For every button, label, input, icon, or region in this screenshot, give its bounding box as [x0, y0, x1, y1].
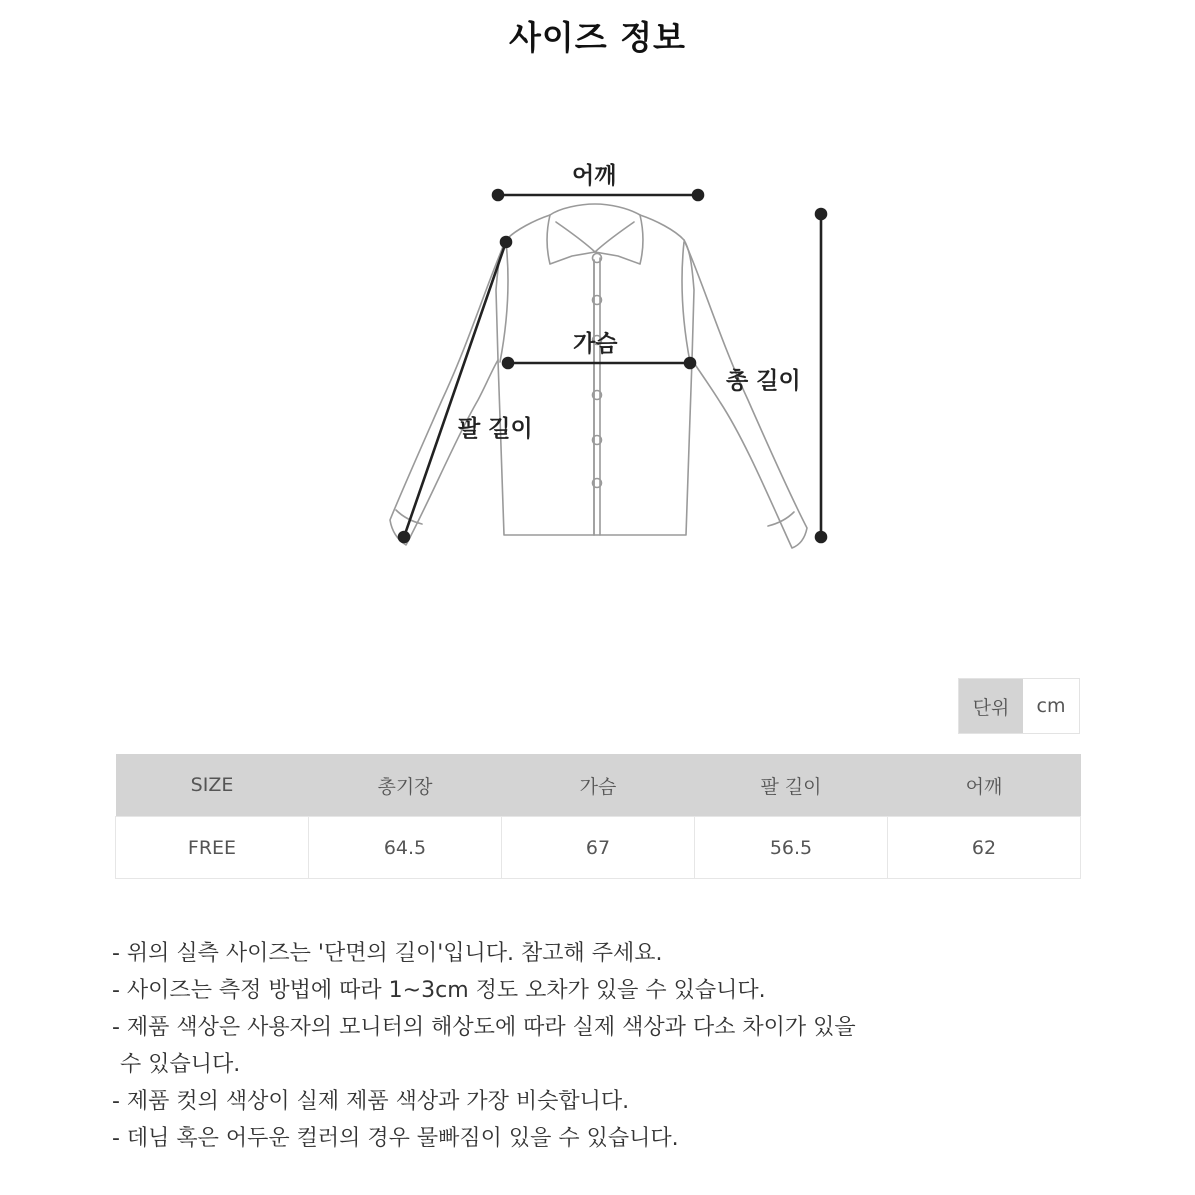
- cell-shoulder: 62: [888, 817, 1081, 879]
- shirt-size-diagram: [360, 140, 860, 580]
- note-item: - 사이즈는 측정 방법에 따라 1~3cm 정도 오차가 있을 수 있습니다.: [112, 978, 766, 1003]
- unit-indicator: [958, 678, 1080, 734]
- header-size: SIZE: [116, 754, 309, 817]
- cell-size: FREE: [116, 817, 309, 879]
- table-row: [116, 817, 1081, 879]
- size-notes: [112, 935, 1072, 1157]
- size-table: [115, 754, 1081, 879]
- header-shoulder: 어깨: [888, 754, 1081, 817]
- chest-label: 가슴: [573, 331, 618, 357]
- note-item: - 제품 색상은 사용자의 모니터의 해상도에 따라 실제 색상과 다소 차이가 있을: [112, 1015, 856, 1040]
- cell-total-length: 64.5: [309, 817, 502, 879]
- page-title: 사이즈 정보: [509, 18, 686, 57]
- shoulder-label: 어깨: [572, 163, 617, 189]
- unit-value: cm: [1023, 679, 1079, 733]
- cell-sleeve-length: 56.5: [695, 817, 888, 879]
- header-total-length: 총기장: [309, 754, 502, 817]
- shirt-illustration: [360, 140, 860, 580]
- cell-chest: 67: [502, 817, 695, 879]
- sleeve-length-label: 팔 길이: [458, 416, 533, 442]
- table-header-row: [116, 754, 1081, 817]
- total-length-label: 총 길이: [726, 368, 801, 394]
- note-item: - 데님 혹은 어두운 컬러의 경우 물빠짐이 있을 수 있습니다.: [112, 1126, 679, 1151]
- header-sleeve-length: 팔 길이: [695, 754, 888, 817]
- note-item: - 위의 실측 사이즈는 '단면의 길이'입니다. 참고해 주세요.: [112, 941, 663, 966]
- note-item: 수 있습니다.: [120, 1052, 241, 1077]
- unit-label: 단위: [959, 679, 1023, 733]
- note-item: - 제품 컷의 색상이 실제 제품 색상과 가장 비슷합니다.: [112, 1089, 630, 1114]
- header-chest: 가슴: [502, 754, 695, 817]
